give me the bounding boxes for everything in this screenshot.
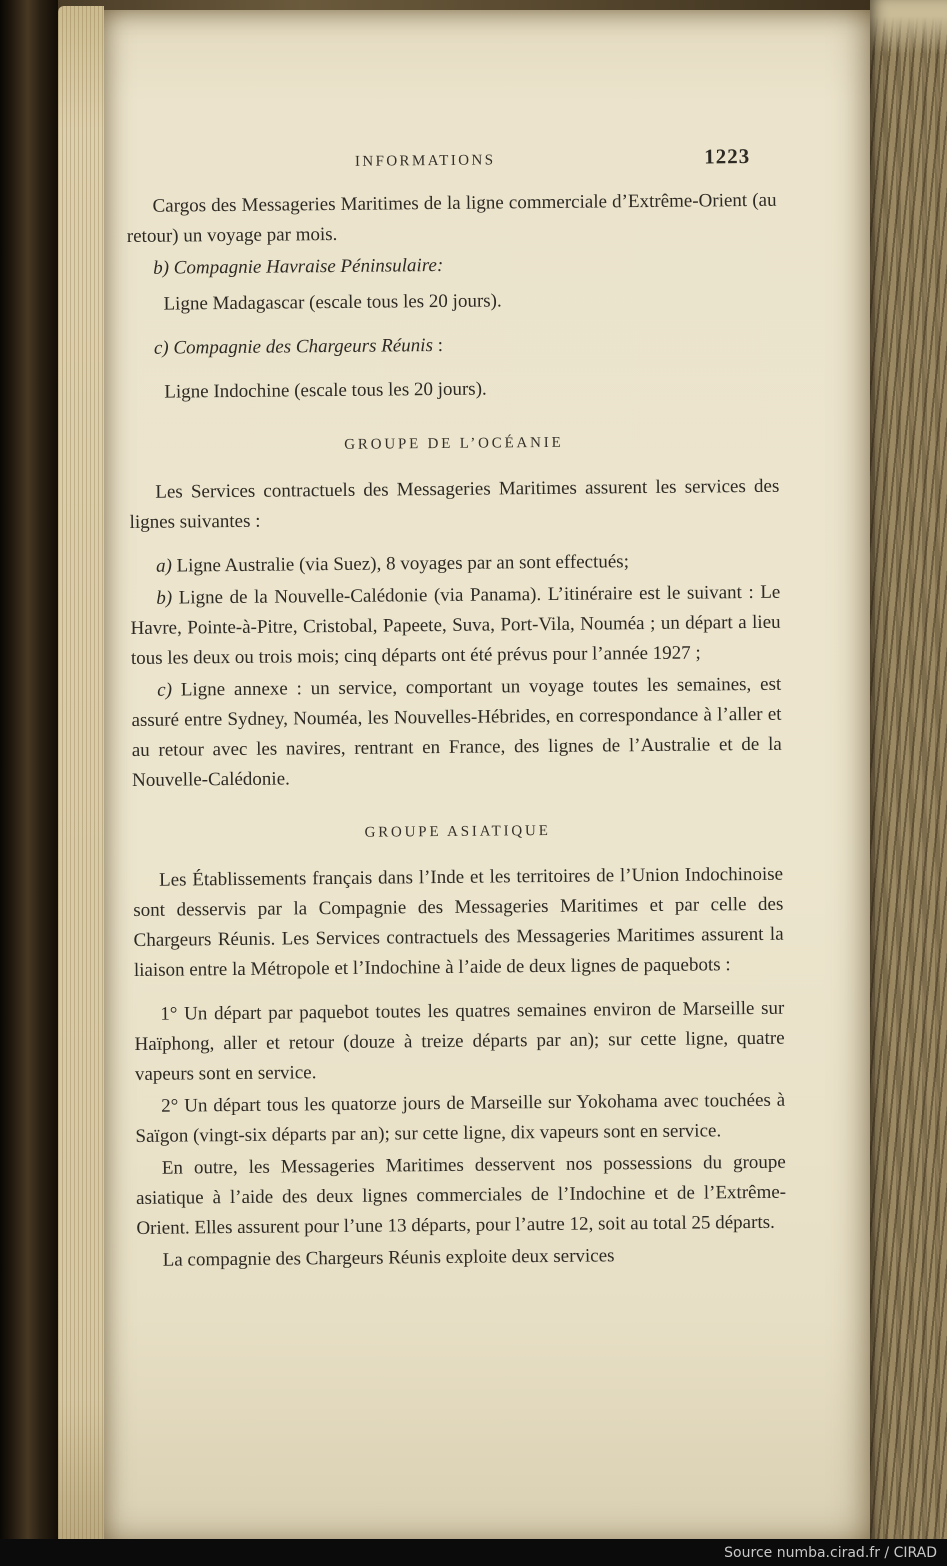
page-body [126,186,786,1276]
paragraph: c) Ligne annexe : un service, comportant un voyage toutes les semaines, est assuré entre Sydney, Nouméa, les Nouvelles-Hébrides, en correspondance à l’aller et au retour avec les navires, rentrant en France, des lignes de l’Australie et de la Nouvelle-Calédonie. [131,673,782,791]
book-top-edge [58,0,870,10]
paragraph: b) Compagnie Havraise Péninsulaire: [153,254,444,279]
paragraph: La compagnie des Chargeurs Réunis exploite deux services [162,1245,615,1271]
paragraph: Ligne Indochine (escale tous les 20 jours). [164,378,487,403]
page-edge-stack [58,6,104,1554]
paragraph: a) Ligne Australie (via Suez), 8 voyages par an sont effectués; [155,551,630,577]
paragraph: 1° Un départ par paquebot toutes les quatres semaines environ de Marseille sur Haïphong, aller et retour (douze à treize départs par an); sur cette ligne, quatre vapeurs sont en service. [134,997,785,1085]
book-spine [0,0,58,1566]
section-heading: GROUPE DE L’OCÉANIE [344,434,564,454]
paragraph: Cargos des Messageries Maritimes de la ligne commerciale d’Extrême-Orient (au retour) un voyage par mois. [126,189,777,248]
section-heading: GROUPE ASIATIQUE [364,822,551,841]
page-content [126,140,787,1278]
source-credit: Source numba.cirad.fr / CIRAD [724,1544,937,1561]
fore-edge [870,0,947,1566]
paragraph: Les Services contractuels des Messageries Maritimes assurent les services des lignes suivantes : [129,475,780,533]
paragraph: c) Compagnie des Chargeurs Réunis : [153,335,444,359]
running-title: INFORMATIONS [354,152,496,170]
paragraph: 2° Un départ tous les quatorze jours de Marseille sur Yokohama avec touchées à Saïgon (vingt-six départs par an); sur cette ligne, dix vapeurs sont en service. [135,1089,786,1147]
source-bar [0,1539,947,1566]
paragraph: b) Ligne de la Nouvelle-Calédonie (via Panama). L’itinéraire est le suivant : Le Havre, Pointe-à-Pitre, Cristobal, Papeete, Suva, Port-Vila, Nouméa ; un départ a lieu tous les deux ou trois mois; cinq départs ont été prévus pour l’année 1927 ; [130,581,781,669]
page-number: 1223 [704,144,751,169]
paragraph: Les Établissements français dans l’Inde et les territoires de l’Union Indochinoise sont desservis par la Compagnie des Messageries Maritimes et par celle des Chargeurs Réunis. Les Services contractuels des Messageries Maritimes assurent la liaison entre la Métropole et l’Indochine à l’aide de deux lignes de paquebots : [133,863,784,981]
book-page [104,10,870,1548]
paragraph: Ligne Madagascar (escale tous les 20 jours). [163,290,502,315]
paragraph: En outre, les Messageries Maritimes desservent nos possessions du groupe asiatique à l’aide des deux lignes commerciales de l’Indochine et de l’Extrême-Orient. Elles assurent pour l’une 13 départs, pour l’autre 12, soit au total 25 départs. [136,1151,787,1239]
page-header [126,140,776,190]
